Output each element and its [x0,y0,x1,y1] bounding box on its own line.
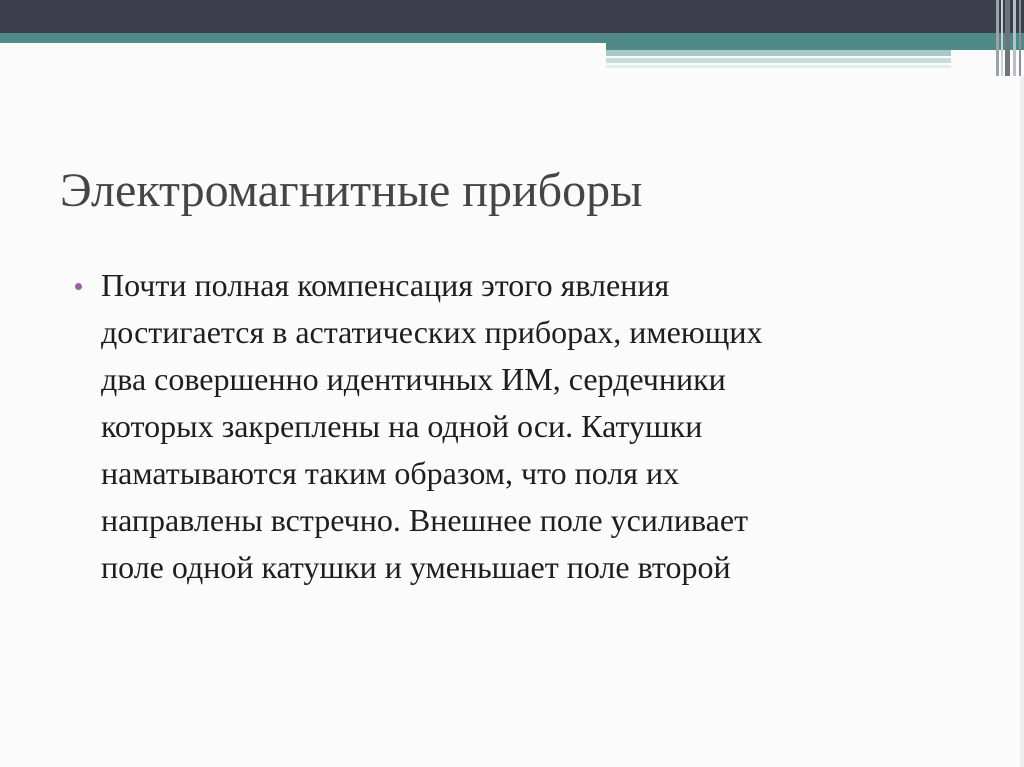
corner-accent-bar [1001,0,1003,76]
corner-accent-bar [996,0,999,76]
slide-edge [1020,76,1024,767]
header-strip [606,50,951,56]
header-strip [606,65,951,68]
bullet-list [75,262,955,591]
corner-accent-bar [1013,0,1016,76]
header-divider-line [0,43,610,46]
bullet-text-line: достигается в астатических приборах, имеющих [101,314,763,350]
bullet-text-line: которых закреплены на одной оси. Катушки [101,408,703,444]
slide-title: Электромагнитные приборы [60,164,643,217]
bullet-dot-icon [75,283,82,290]
header-band-teal-right [606,43,1024,50]
corner-accent-bar [1005,0,1010,76]
corner-accent-bar [1019,0,1021,76]
bullet-text-line: направлены встречно. Внешнее поле усиливает [101,502,749,538]
bullet-text-line: наматываются таким образом, что поля их [101,455,680,491]
bullet-item [75,262,955,591]
bullet-text-line: два совершенно идентичных ИМ, сердечники [101,361,726,397]
header-strip [606,58,951,63]
header-band-teal [0,33,1024,43]
bullet-text-line: Почти полная компенсация этого явления [101,267,670,303]
bullet-text-line: поле одной катушки и уменьшает поле второй [101,549,731,585]
header-band-dark [0,0,1024,33]
